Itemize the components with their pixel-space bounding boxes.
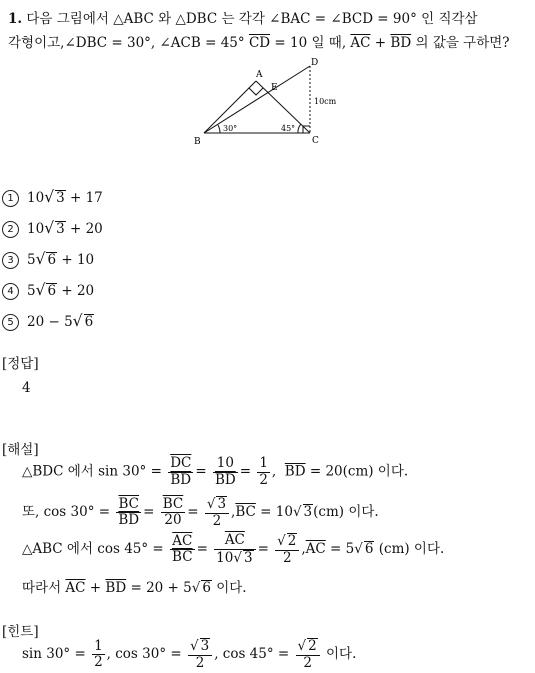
frac-den: BC bbox=[172, 549, 193, 566]
den-coef: 10 bbox=[216, 549, 234, 566]
segment-bd: $\overline{BD}$ bbox=[284, 463, 306, 480]
frac-num: $\overline{DC}$ bbox=[170, 455, 192, 471]
question-text-1: 다음 그림에서 △ABC 와 △DBC 는 각각 ∠BAC = ∠BCD = 90° 인 직각삼 bbox=[26, 11, 478, 27]
choice-1[interactable]: 1 10√ 3 + 17 bbox=[2, 188, 103, 207]
choice-5-coef: 20 − 5 bbox=[27, 314, 73, 330]
comma: , bbox=[271, 463, 277, 480]
answer-value: 4 bbox=[22, 380, 31, 396]
question-line-2 bbox=[8, 31, 510, 51]
segment-bd: $\overline{BD}$ bbox=[105, 580, 127, 596]
fraction bbox=[170, 534, 195, 566]
equals: = bbox=[195, 463, 207, 480]
expl-4-text: 따라서 bbox=[22, 580, 62, 596]
choice-1-radicand: 3 bbox=[56, 190, 65, 206]
frac-num: 1 bbox=[94, 637, 103, 654]
radicand: 6 bbox=[364, 541, 374, 558]
frac-den: BD bbox=[118, 512, 140, 529]
fraction bbox=[161, 497, 186, 529]
explanation-line-1 bbox=[22, 456, 408, 488]
label-a: A bbox=[256, 70, 263, 80]
frac-den: 2 bbox=[259, 471, 268, 488]
radicand: 2 bbox=[308, 638, 317, 654]
triangle-figure bbox=[190, 55, 360, 150]
question-line-1 bbox=[8, 7, 478, 27]
question-text-2c: 의 값을 구하면? bbox=[411, 35, 510, 51]
choice-2-coef: 10 bbox=[27, 221, 45, 237]
choice-4-coef: 5 bbox=[27, 283, 36, 299]
choice-5-radicand: 6 bbox=[84, 314, 94, 330]
segment-bc: $\overline{BC}$ bbox=[235, 504, 256, 521]
choice-mark-2: 2 bbox=[2, 221, 19, 238]
choice-2-rest: + 20 bbox=[65, 221, 103, 237]
choice-3-coef: 5 bbox=[27, 252, 36, 268]
choice-4-rest: + 20 bbox=[57, 283, 95, 299]
radicand: 3 bbox=[243, 549, 253, 566]
frac-num: 1 bbox=[259, 455, 268, 471]
radicand: 3 bbox=[200, 638, 210, 654]
expl-3-eq: = 5 bbox=[325, 541, 355, 558]
radicand: 3 bbox=[217, 496, 227, 512]
choice-5[interactable]: 5 20 − 5√ 6 bbox=[2, 312, 94, 331]
choice-mark-3: 3 bbox=[2, 252, 19, 269]
choice-3-radicand: 6 bbox=[47, 252, 57, 268]
hint-text-a: sin 30° = bbox=[22, 646, 86, 663]
explanation-line-2: 또, cos 30° = $\frac{\overline{BC}}{BD}$ = $\frac{\overline{BC}}{20}$ = $\frac{√ 3}{2}$ $,\overline{BC} = 10√$ 3(cm) 이다. bbox=[22, 495, 379, 529]
explanation-line-3: △ABC 에서 cos 45° = $\frac{\overline{AC}}{BC}$ = $\frac{\overline{AC}}{10√ 3}$ = $\frac{√ 2}{2}$ $,\overline{AC} = 5√$ 6 (cm) 이다. bbox=[22, 532, 445, 566]
hint-text-c: , cos 45° = bbox=[214, 646, 290, 663]
segment-cd: $\overline{CD}$ bbox=[248, 35, 271, 51]
hint-text-d: 이다. bbox=[321, 646, 357, 663]
hint-line bbox=[22, 638, 356, 671]
question-text-2b: = 10 일 때, bbox=[270, 35, 347, 51]
choice-2[interactable]: 2 10√ 3 + 20 bbox=[2, 219, 103, 238]
frac-num: $\overline{AC}$ bbox=[170, 534, 195, 551]
choice-2-radicand: 3 bbox=[56, 221, 65, 237]
angle-c-arc bbox=[298, 124, 301, 133]
angle-c-label: 45° bbox=[281, 124, 296, 133]
angle-b-label: 30° bbox=[223, 124, 238, 133]
frac-num: $\overline{AC}$ bbox=[214, 533, 255, 550]
expl-2-tail: (cm) 이다. bbox=[313, 504, 379, 521]
expl-3-tail: (cm) 이다. bbox=[374, 541, 445, 558]
plus-sign: + bbox=[370, 35, 391, 51]
segment-ac: $\overline{AC}$ bbox=[305, 541, 326, 558]
choice-4[interactable]: 4 5√ 6 + 20 bbox=[2, 281, 94, 300]
fraction: $\frac{√ 3}{2}$ bbox=[188, 638, 212, 671]
choice-mark-1: 1 bbox=[2, 190, 19, 207]
fraction bbox=[168, 456, 193, 488]
radicand: 6 bbox=[202, 580, 211, 596]
segment-ac: $\overline{AC}$ bbox=[65, 580, 86, 596]
fraction: $\frac{\overline{AC}}{10√ 3}$ bbox=[214, 533, 255, 566]
label-c: C bbox=[312, 136, 319, 146]
frac-num: 10 bbox=[213, 456, 238, 473]
expl-4-tail: 이다. bbox=[211, 580, 247, 596]
fraction: $\frac{√ 2}{2}$ bbox=[296, 638, 320, 671]
radicand: 2 bbox=[287, 533, 297, 549]
fraction bbox=[116, 497, 141, 529]
hint-text-b: , cos 30° = bbox=[106, 646, 182, 663]
hint-heading: [힌트] bbox=[2, 624, 39, 640]
choice-mark-5: 5 bbox=[2, 314, 19, 331]
frac-den: BD bbox=[214, 471, 236, 488]
length-cd-label: 10cm bbox=[314, 97, 337, 106]
frac-den: BD bbox=[170, 471, 192, 488]
fraction: $\frac{√ 2}{2}$ bbox=[275, 533, 299, 566]
frac-den: 2 bbox=[94, 654, 103, 671]
segment-bd: $\overline{BD}$ bbox=[390, 35, 412, 51]
expl-3-text: △ABC 에서 cos 45° = bbox=[22, 541, 164, 558]
explanation-heading: [해설] bbox=[2, 442, 39, 458]
expl-2-text: 또, cos 30° = bbox=[22, 504, 111, 521]
expl-1-text: △BDC 에서 sin 30° = bbox=[22, 463, 162, 480]
choice-3-rest: + 10 bbox=[57, 252, 95, 268]
label-b: B bbox=[194, 137, 201, 147]
frac-den: 2 bbox=[195, 654, 205, 671]
segment-ac: $\overline{AC}$ bbox=[350, 35, 371, 51]
label-d: D bbox=[311, 58, 319, 68]
frac-den: 2 bbox=[303, 654, 312, 671]
question-number: 1. bbox=[8, 11, 23, 27]
frac-num: $\overline{BC}$ bbox=[162, 495, 184, 512]
choice-1-rest: + 17 bbox=[65, 190, 103, 206]
expl-1-tail: = 20(cm) 이다. bbox=[305, 463, 409, 480]
frac-den: 2 bbox=[282, 549, 292, 566]
radicand: 3 bbox=[303, 504, 313, 521]
expl-4-eq: = 20 + 5 bbox=[126, 580, 192, 596]
explanation-line-4: 따라서 $\overline{AC} + \overline{BD} = 20 + 5√$ 6 이다. bbox=[22, 580, 247, 596]
choice-3[interactable]: 3 5√ 6 + 10 bbox=[2, 250, 94, 269]
choice-mark-4: 4 bbox=[2, 283, 19, 300]
frac-den: 2 bbox=[212, 512, 222, 529]
fraction bbox=[213, 456, 238, 488]
fraction bbox=[257, 456, 270, 488]
fraction: $\frac{√ 3}{2}$ bbox=[205, 496, 229, 529]
frac-num: $\overline{BC}$ bbox=[116, 497, 141, 514]
label-e: E bbox=[271, 83, 278, 93]
expl-2-eq: = 10 bbox=[255, 504, 293, 521]
frac-den: 20 bbox=[164, 512, 182, 529]
plus-sign: + bbox=[85, 580, 106, 596]
angle-b-arc bbox=[218, 125, 220, 133]
choice-4-radicand: 6 bbox=[47, 283, 57, 299]
right-angle-a-mark bbox=[249, 88, 263, 95]
equals: = bbox=[239, 463, 252, 480]
choice-1-coef: 10 bbox=[27, 190, 45, 206]
question-text-2a: 각형이고,∠DBC = 30°, ∠ACB = 45° bbox=[8, 35, 245, 51]
answer-heading: [정답] bbox=[2, 356, 39, 372]
fraction bbox=[92, 639, 105, 671]
